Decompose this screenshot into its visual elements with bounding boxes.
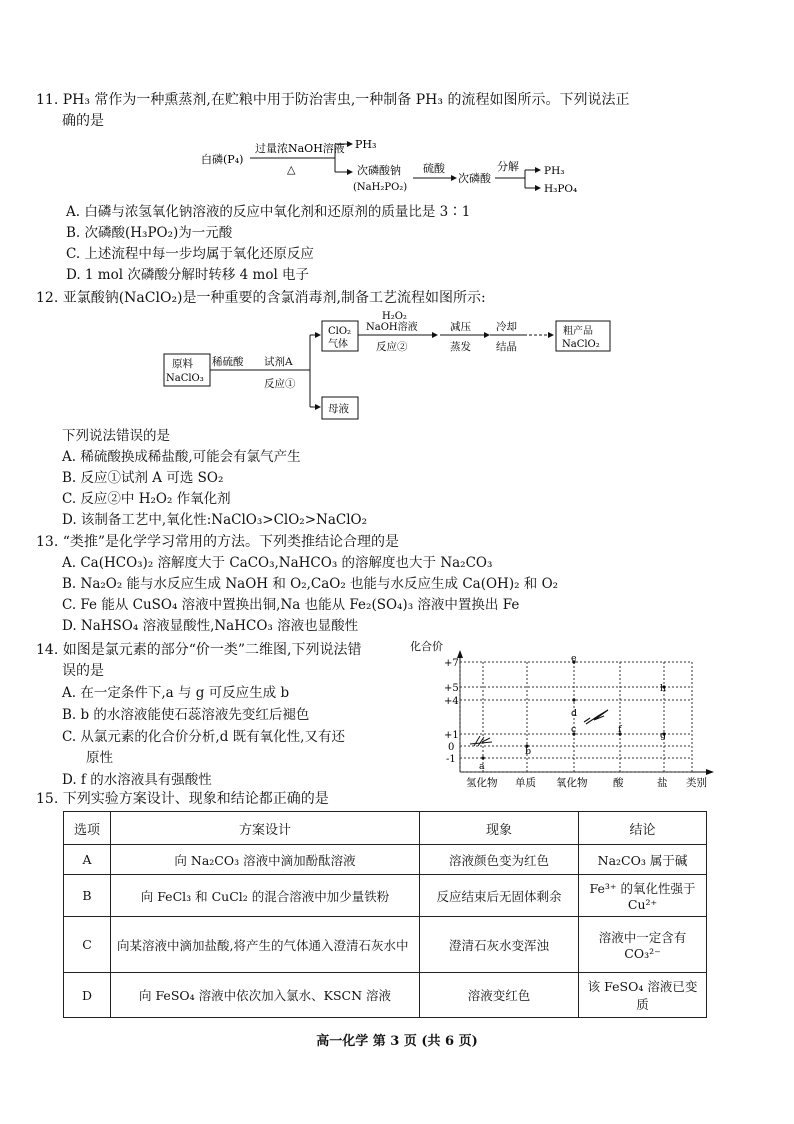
table-cell: 向 FeSO₄ 溶液中依次加入氯水、KSCN 溶液 — [111, 973, 420, 1018]
q12-option-b: B. 反应①试剂 A 可选 SO₂ — [62, 470, 224, 486]
q11-option-d: D. 1 mol 次磷酸分解时转移 4 mol 电子 — [66, 267, 310, 283]
table-cell: C — [64, 917, 111, 973]
q12-question: 下列说法错误的是 — [62, 428, 170, 444]
flow-gas: 气体 — [328, 339, 348, 350]
q12-stem: 12. 亚氯酸钠(NaClO₂)是一种重要的含氯消毒剂,制备工艺流程如图所示: — [36, 290, 486, 306]
point-e: e — [571, 653, 577, 664]
q14-option-d: D. f 的水溶液具有强酸性 — [62, 772, 212, 788]
scribble-mark — [470, 736, 492, 746]
ytick-plus1: +1 — [444, 730, 459, 741]
table-cell: 向 Na₂CO₃ 溶液中滴加酚酞溶液 — [111, 845, 420, 875]
q14-option-a: A. 在一定条件下,a 与 g 可反应生成 b — [62, 685, 290, 701]
flow-naoh-reagent: 过量浓NaOH溶液 — [255, 142, 345, 155]
point-g: g — [660, 730, 667, 741]
flow-decompose: 分解 — [497, 160, 519, 173]
table-cell: A — [64, 845, 111, 875]
table-cell: 向 FeCl₃ 和 CuCl₂ 的混合溶液中加少量铁粉 — [111, 875, 420, 917]
point-b: b — [525, 746, 532, 757]
flow-reaction-1: 反应① — [264, 378, 296, 390]
q11-option-c: C. 上述流程中每一步均属于氧化还原反应 — [66, 246, 314, 262]
q14-chart — [408, 638, 718, 788]
point-h: h — [660, 683, 667, 694]
q14-option-b: B. b 的水溶液能使石蕊溶液先变红后褪色 — [62, 707, 310, 723]
page-footer: 高一化学 第 3 页 (共 6 页) — [316, 1034, 478, 1049]
flow-hypophosphorous-acid: 次磷酸 — [458, 172, 491, 185]
table-cell: D — [64, 973, 111, 1018]
chart-ylabel: 化合价 — [410, 640, 443, 653]
flow-evaporation: 蒸发 — [450, 341, 471, 353]
point-a: a — [479, 761, 485, 772]
table-cell: Fe³⁺ 的氧化性强于 Cu²⁺ — [579, 875, 707, 917]
flow-crude-product: 粗产品 — [563, 326, 593, 337]
table-header: 结论 — [579, 812, 707, 845]
q11-option-b: B. 次磷酸(H₃PO₂)为一元酸 — [66, 225, 233, 241]
q15-stem: 15. 下列实验方案设计、现象和结论都正确的是 — [36, 791, 329, 807]
q12-option-a: A. 稀硫酸换成稀盐酸,可能会有氯气产生 — [62, 449, 301, 465]
q14-option-c: C. 从氯元素的化合价分析,d 既有氧化性,又有还 — [62, 729, 345, 745]
table-header: 方案设计 — [111, 812, 420, 845]
point-d: d — [571, 708, 578, 719]
ytick-plus5: +5 — [444, 683, 459, 694]
flow-h2o2: H₂O₂ — [382, 311, 407, 322]
q13-stem: 13. “类推”是化学学习常用的方法。下列类推结论合理的是 — [36, 534, 400, 550]
flow-ph3-1: PH₃ — [355, 138, 377, 151]
table-row — [64, 917, 707, 973]
flow-hypophosphite: 次磷酸钠 — [357, 164, 401, 177]
table-row — [64, 875, 707, 917]
table-header: 选项 — [64, 812, 111, 845]
flow-dilute-sulfuric: 稀硫酸 — [212, 356, 244, 368]
table-header: 现象 — [420, 812, 579, 845]
xcat-hydride: 氢化物 — [466, 777, 498, 788]
flow-reagent-a: 试剂A — [264, 356, 293, 368]
flow-heat-symbol: △ — [287, 163, 296, 176]
table-cell: Na₂CO₃ 属于碱 — [579, 845, 707, 875]
table-cell: B — [64, 875, 111, 917]
table-cell: 该 FeSO₄ 溶液已变质 — [579, 973, 707, 1018]
q11-stem-cont: 确的是 — [62, 113, 104, 129]
point-d-dot — [572, 698, 575, 701]
q13-option-d: D. NaHSO₄ 溶液显酸性,NaHCO₃ 溶液也显酸性 — [62, 618, 359, 634]
flow-mother-liquor: 母液 — [328, 403, 349, 415]
xcat-salt: 盐 — [657, 777, 668, 788]
q13-option-b: B. Na₂O₂ 能与水反应生成 NaOH 和 O₂,CaO₂ 也能与水反应生成 Ca(OH)₂ 和 O₂ — [62, 576, 559, 592]
ytick-minus1: -1 — [446, 754, 456, 765]
scribble-arrow — [584, 710, 608, 724]
flow-ph3-2: PH₃ — [544, 165, 565, 177]
q11-flow-diagram — [195, 136, 595, 198]
q11-option-a: A. 白磷与浓氢氧化钠溶液的反应中氧化剂和还原剂的质量比是 3∶1 — [66, 204, 471, 220]
table-cell: 溶液中一定含有 CO₃²⁻ — [579, 917, 707, 973]
table-header-row — [64, 812, 707, 845]
flow-hypophosphite-formula: (NaH₂PO₂) — [353, 182, 408, 193]
q14-option-c-cont: 原性 — [86, 750, 113, 766]
xcat-acid: 酸 — [613, 777, 624, 788]
flow-h3po4: H₃PO₄ — [544, 183, 578, 195]
q12-option-c: C. 反应②中 H₂O₂ 作氧化剂 — [62, 491, 231, 507]
xcat-element: 单质 — [515, 777, 536, 788]
flow-clo2: ClO₂ — [328, 326, 352, 337]
q13-option-a: A. Ca(HCO₃)₂ 溶解度大于 CaCO₃,NaHCO₃ 的溶解度也大于 Na₂CO₃ — [62, 555, 493, 571]
table-cell: 向某溶液中滴加盐酸,将产生的气体通入澄清石灰水中 — [111, 917, 420, 973]
q14-stem: 14. 如图是氯元素的部分“价一类”二维图,下列说法错 — [36, 642, 362, 658]
table-row — [64, 845, 707, 875]
q15-table — [63, 811, 707, 1018]
ytick-plus7: +7 — [444, 658, 459, 669]
table-cell: 溶液变红色 — [420, 973, 579, 1018]
flow-raw-material: 原料 — [172, 358, 193, 370]
flow-sulfuric: 硫酸 — [423, 162, 445, 175]
flow-cooling: 冷却 — [496, 321, 517, 333]
table-row — [64, 973, 707, 1018]
xcat-oxide: 氧化物 — [556, 777, 588, 788]
point-f: f — [618, 724, 622, 735]
flow-crystallization: 结晶 — [496, 341, 517, 353]
q14-stem-cont: 误的是 — [62, 663, 104, 679]
flow-naoh-solution: NaOH溶液 — [366, 322, 418, 333]
flow-reduced-pressure: 减压 — [450, 321, 471, 333]
point-c: c — [571, 724, 577, 735]
chart-xlabel: 类别 — [686, 777, 707, 788]
flow-naclo3: NaClO₃ — [166, 373, 204, 384]
flow-naclo2: NaClO₂ — [562, 339, 600, 350]
flow-reaction-2: 反应② — [376, 341, 408, 353]
ytick-plus4: +4 — [444, 696, 459, 707]
q12-flow-diagram — [160, 307, 620, 425]
q13-option-c: C. Fe 能从 CuSO₄ 溶液中置换出铜,Na 也能从 Fe₂(SO₄)₃ 溶液中置换出 Fe — [62, 597, 520, 613]
q12-option-d: D. 该制备工艺中,氧化性:NaClO₃>ClO₂>NaClO₂ — [62, 512, 367, 528]
q11-stem: 11. PH₃ 常作为一种熏蒸剂,在贮粮中用于防治害虫,一种制备 PH₃ 的流程如图所示。下列说法正 — [36, 92, 630, 108]
table-cell: 澄清石灰水变浑浊 — [420, 917, 579, 973]
table-cell: 溶液颜色变为红色 — [420, 845, 579, 875]
table-cell: 反应结束后无固体剩余 — [420, 875, 579, 917]
point-a-dot — [481, 756, 484, 759]
ytick-zero: 0 — [448, 742, 455, 753]
flow-white-phosphorus: 白磷(P₄) — [201, 153, 244, 166]
